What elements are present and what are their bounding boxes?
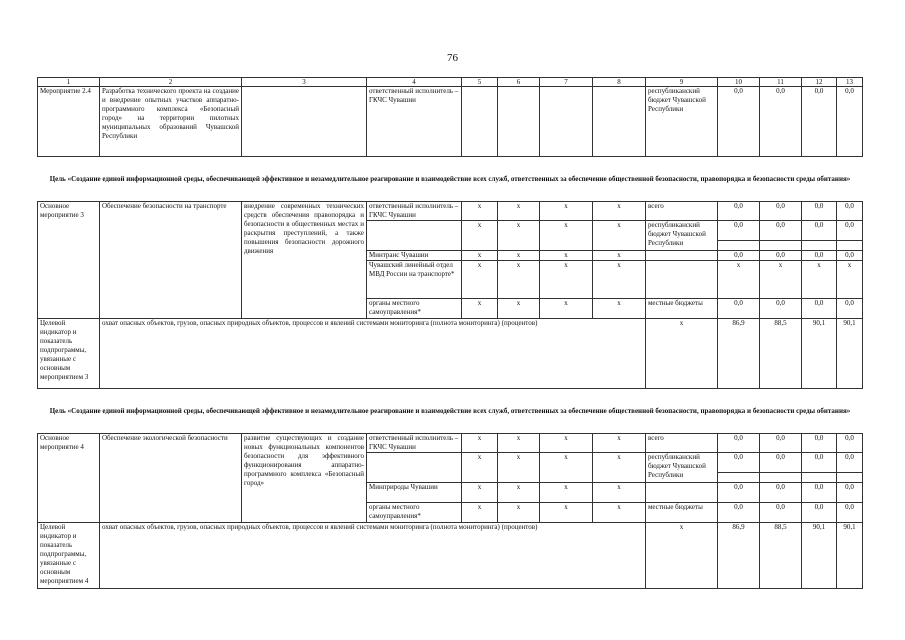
- value-cell: 0,0: [837, 453, 863, 473]
- value-cell: x: [462, 202, 498, 221]
- value-cell: x: [462, 453, 498, 483]
- indicator-text: охват опасных объектов, грузов, опасных природных объектов, процессов и явлений системами мониторинга (полнота мониторинга) (процентов): [100, 319, 646, 389]
- value-cell: x: [462, 299, 498, 319]
- col-number: 10: [718, 78, 760, 87]
- value-cell: 90,1: [802, 523, 837, 589]
- funding-source: республиканский бюджет Чувашской Республики: [646, 453, 718, 483]
- col-number: 11: [760, 78, 802, 87]
- value-cell: x: [593, 483, 646, 503]
- value-cell: x: [837, 261, 863, 299]
- value-cell: 0,0: [760, 221, 802, 241]
- executor-cell: [367, 221, 462, 251]
- column-number-row: [38, 78, 863, 87]
- value-cell: x: [540, 483, 593, 503]
- value-cell: 0,0: [718, 434, 760, 453]
- indicator-row: [38, 523, 863, 589]
- empty-cell: [540, 87, 593, 157]
- value-cell: x: [540, 202, 593, 221]
- executor-cell: [367, 453, 462, 483]
- value-cell: 0,0: [837, 434, 863, 453]
- value-cell: x: [498, 261, 540, 299]
- table-row: [38, 202, 863, 221]
- value-cell: x: [498, 434, 540, 453]
- executor-cell: органы местного самоуправления*: [367, 503, 462, 523]
- value-cell: 0,0: [760, 434, 802, 453]
- indicator-row: [38, 319, 863, 389]
- empty-cell: [462, 87, 498, 157]
- value-cell: 88,5: [760, 319, 802, 389]
- value-cell: x: [498, 503, 540, 523]
- value-cell: 0,0: [718, 503, 760, 523]
- value-cell: 0,0: [718, 251, 760, 261]
- value-cell: 0,0: [718, 483, 760, 503]
- table-row: [38, 87, 863, 157]
- value-cell: 0,0: [802, 503, 837, 523]
- executor-cell: ответственный исполнитель – ГКЧС Чувашии: [367, 87, 462, 157]
- value-cell: 0,0: [802, 453, 837, 473]
- value-cell: x: [593, 261, 646, 299]
- value-cell: 0,0: [802, 483, 837, 503]
- goal-row: [38, 389, 863, 434]
- value-cell: 90,1: [837, 319, 863, 389]
- value-cell: x: [540, 503, 593, 523]
- goal-heading: Цель «Создание единой информационной среды, обеспечивающей эффективное и незамедлительное реагирование и взаимодействие всех служб, ответственных за обеспечение общественной безопасности, правопорядка и безопасности среды обитания»: [38, 157, 863, 202]
- value-cell: x: [462, 503, 498, 523]
- executor-cell: ответственный исполнитель – ГКЧС Чувашии: [367, 434, 462, 453]
- value-cell: 0,0: [718, 299, 760, 319]
- value-cell: 0,0: [718, 87, 760, 157]
- executor-cell: ответственный исполнитель – ГКЧС Чувашии: [367, 202, 462, 221]
- program-table: [37, 77, 863, 589]
- executor-cell: Чувашский линейный отдел МВД России на транспорте*: [367, 261, 462, 299]
- value-cell: 0,0: [837, 483, 863, 503]
- value-cell: 86,9: [718, 319, 760, 389]
- measure-title: Обеспечение безопасности на транспорте: [100, 202, 242, 319]
- value-cell: 0,0: [760, 453, 802, 473]
- value-cell: x: [540, 251, 593, 261]
- value-cell: 0,0: [837, 299, 863, 319]
- value-cell: 90,1: [802, 319, 837, 389]
- value-cell: 0,0: [760, 483, 802, 503]
- col-number: 7: [540, 78, 593, 87]
- funding-source: местные бюджеты: [646, 299, 718, 319]
- value-cell: 0,0: [718, 221, 760, 241]
- measure-name: Мероприятие 2.4: [38, 87, 100, 157]
- value-cell: 0,0: [718, 202, 760, 221]
- value-cell: 0,0: [802, 87, 837, 157]
- value-cell: x: [593, 434, 646, 453]
- value-cell: 0,0: [802, 299, 837, 319]
- value-cell: 0,0: [718, 453, 760, 473]
- value-cell: 88,5: [760, 523, 802, 589]
- funding-source: [646, 261, 718, 299]
- value-cell: x: [646, 523, 718, 589]
- col-number: 3: [242, 78, 367, 87]
- funding-source: [646, 251, 718, 261]
- funding-source: местные бюджеты: [646, 503, 718, 523]
- value-cell: x: [540, 453, 593, 483]
- value-cell: x: [540, 299, 593, 319]
- value-cell: x: [498, 251, 540, 261]
- funding-source: республиканский бюджет Чувашской Республики: [646, 221, 718, 251]
- measure-name: Основное мероприятие 4: [38, 434, 100, 523]
- value-cell: x: [593, 221, 646, 251]
- value-cell: x: [646, 319, 718, 389]
- value-cell: x: [462, 261, 498, 299]
- col-number: 9: [646, 78, 718, 87]
- table-row: [38, 434, 863, 453]
- empty-cell: [802, 241, 837, 251]
- col-number: 5: [462, 78, 498, 87]
- value-cell: x: [593, 202, 646, 221]
- value-cell: x: [593, 251, 646, 261]
- funding-source: всего: [646, 202, 718, 221]
- indicator-name: Целевой индикатор и показатель подпрограммы, увязанные с основным мероприятием 3: [38, 319, 100, 389]
- value-cell: x: [802, 261, 837, 299]
- value-cell: 0,0: [837, 221, 863, 241]
- col-number: 8: [593, 78, 646, 87]
- value-cell: 0,0: [760, 251, 802, 261]
- value-cell: x: [593, 453, 646, 483]
- value-cell: 0,0: [837, 87, 863, 157]
- empty-cell: [593, 87, 646, 157]
- empty-cell: [760, 241, 802, 251]
- page-number: 76: [447, 52, 458, 64]
- value-cell: x: [540, 261, 593, 299]
- value-cell: x: [498, 483, 540, 503]
- empty-cell: [718, 473, 760, 483]
- value-cell: x: [593, 503, 646, 523]
- value-cell: 0,0: [802, 434, 837, 453]
- value-cell: x: [462, 251, 498, 261]
- executor-cell: органы местного самоуправления*: [367, 299, 462, 319]
- value-cell: 0,0: [837, 202, 863, 221]
- value-cell: 0,0: [802, 251, 837, 261]
- col-number: 4: [367, 78, 462, 87]
- col-number: 1: [38, 78, 100, 87]
- value-cell: 86,9: [718, 523, 760, 589]
- executor-cell: Минтранс Чувашии: [367, 251, 462, 261]
- indicator-text: охват опасных объектов, грузов, опасных природных объектов, процессов и явлений системами мониторинга (полнота мониторинга) (процентов): [100, 523, 646, 589]
- funding-source: республиканский бюджет Чувашской Республики: [646, 87, 718, 157]
- measure-title: Обеспечение экологической безопасности: [100, 434, 242, 523]
- col-number: 12: [802, 78, 837, 87]
- value-cell: x: [540, 434, 593, 453]
- funding-source: всего: [646, 434, 718, 453]
- value-cell: 0,0: [760, 202, 802, 221]
- value-cell: 0,0: [760, 299, 802, 319]
- goal-heading: Цель «Создание единой информационной среды, обеспечивающей эффективное и незамедлительное реагирование и взаимодействие всех служб, ответственных за обеспечение общественной безопасности, правопорядка и безопасности среды обитания»: [38, 389, 863, 434]
- col-number: 2: [100, 78, 242, 87]
- value-cell: 0,0: [802, 221, 837, 241]
- value-cell: x: [593, 299, 646, 319]
- value-cell: x: [498, 453, 540, 483]
- value-cell: x: [718, 261, 760, 299]
- empty-cell: [837, 241, 863, 251]
- value-cell: 90,1: [837, 523, 863, 589]
- empty-cell: [802, 473, 837, 483]
- col-number: 6: [498, 78, 540, 87]
- value-cell: x: [540, 221, 593, 251]
- value-cell: x: [498, 221, 540, 251]
- value-cell: 0,0: [837, 503, 863, 523]
- value-cell: x: [760, 261, 802, 299]
- empty-cell: [760, 473, 802, 483]
- value-cell: 0,0: [760, 87, 802, 157]
- value-cell: x: [498, 299, 540, 319]
- value-cell: 0,0: [837, 251, 863, 261]
- value-cell: 0,0: [760, 503, 802, 523]
- measure-task: развитие существующих и создание новых функциональных компонентов безопасности для эффективного функционирования аппаратно-программного комплекса «Безопасный город»: [242, 434, 367, 523]
- col-number: 13: [837, 78, 863, 87]
- measure-name: Основное мероприятие 3: [38, 202, 100, 319]
- funding-source: [646, 483, 718, 503]
- measure-description: Разработка технического проекта на создание и внедрение опытных участков аппаратно-программного комплекса «Безопасный город» на территории пилотных муниципальных образований Чувашской Республики: [100, 87, 242, 157]
- goal-row: [38, 157, 863, 202]
- empty-cell: [498, 87, 540, 157]
- measure-task: внедрение современных технических средств обеспечения правопорядка и безопасности в общественных местах и раскрытия преступлений, а также повышения безопасности дорожного движения: [242, 202, 367, 319]
- empty-cell: [242, 87, 367, 157]
- executor-cell: Минприроды Чувашии: [367, 483, 462, 503]
- indicator-name: Целевой индикатор и показатель подпрограммы, увязанные с основным мероприятием 4: [38, 523, 100, 589]
- value-cell: x: [462, 483, 498, 503]
- value-cell: 0,0: [802, 202, 837, 221]
- empty-cell: [718, 241, 760, 251]
- value-cell: x: [462, 221, 498, 251]
- value-cell: x: [498, 202, 540, 221]
- empty-cell: [837, 473, 863, 483]
- value-cell: x: [462, 434, 498, 453]
